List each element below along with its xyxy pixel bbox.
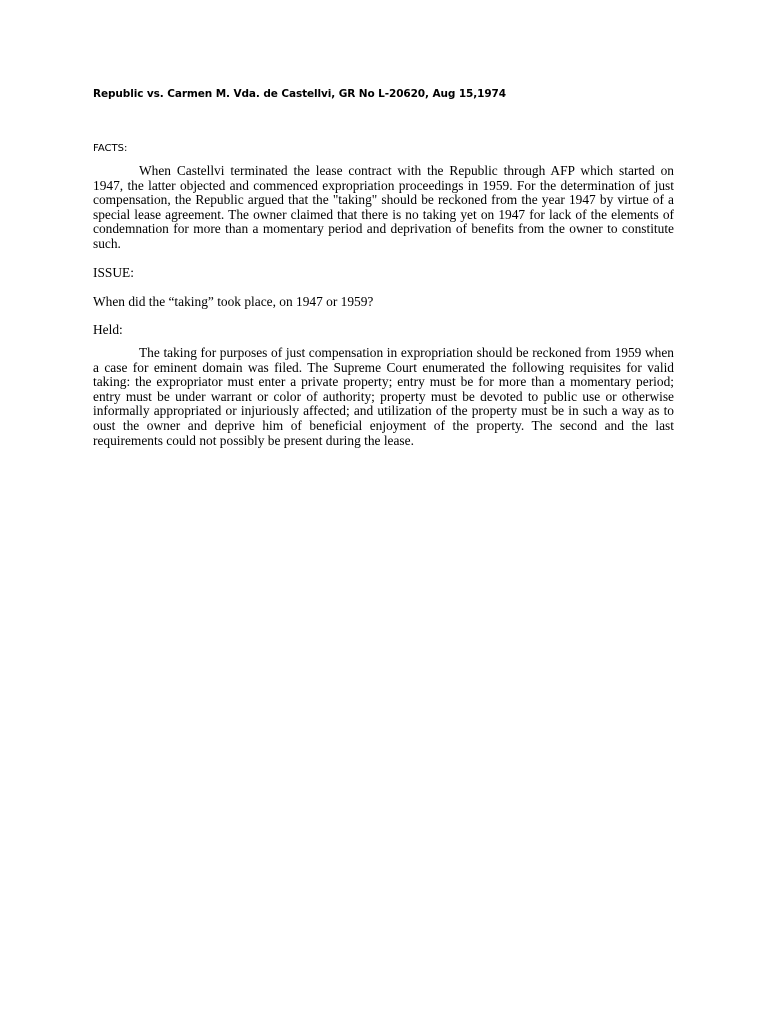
issue-heading: ISSUE: — [93, 265, 134, 280]
held-heading: Held: — [93, 322, 123, 337]
held-paragraph: The taking for purposes of just compensation in expropriation should be reckoned from 1959 when a case for eminent domain was filed. The Supreme Court enumerated the following requisites for valid taking: the expropriator must enter a private property; entry must be for more than a momentary period; entry must be under warrant or color of authority; property must be devoted to public use or otherwise informally appropriated or injuriously affected; and utilization of the property must be in such a way as to oust the owner and deprive him of beneficial enjoyment of the property. The second and the last requirements could not possibly be present during the lease. — [93, 345, 674, 448]
issue-question: When did the “taking” took place, on 1947 or 1959? — [93, 294, 374, 309]
facts-heading: FACTS: — [93, 143, 128, 154]
case-title: Republic vs. Carmen M. Vda. de Castellvi, GR No L-20620, Aug 15,1974 — [93, 88, 506, 100]
facts-paragraph: When Castellvi terminated the lease contract with the Republic through AFP which started on 1947, the latter objected and commenced expropriation proceedings in 1959. For the determination of just compensation, the Republic argued that the "taking" should be reckoned from the year 1947 by virtue of a special lease agreement. The owner claimed that there is no taking yet on 1947 for lack of the elements of condemnation for more than a momentary period and deprivation of benefits from the owner to constitute such. — [93, 163, 674, 251]
document-page — [93, 0, 674, 1024]
